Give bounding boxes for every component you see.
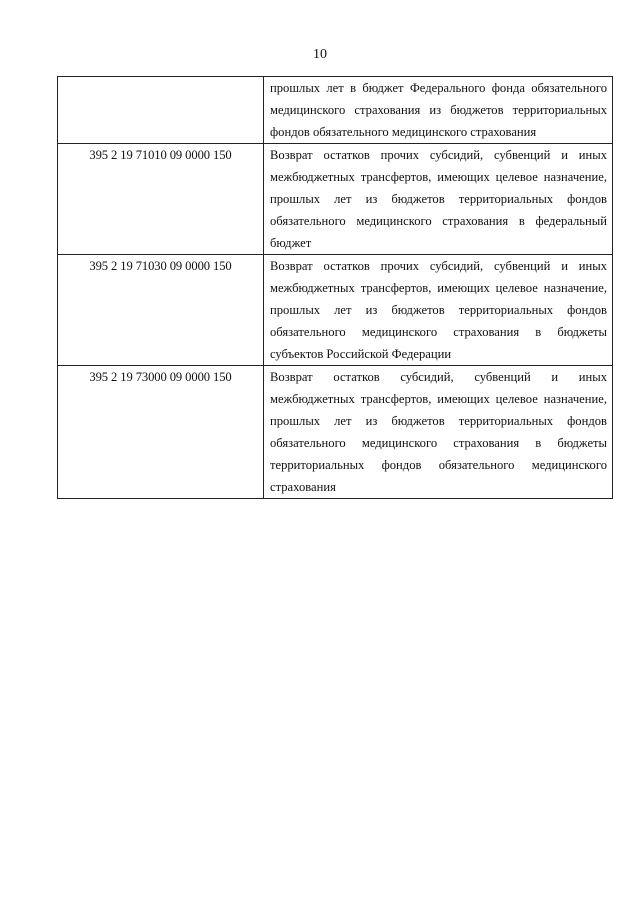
table-row xyxy=(58,144,613,255)
budget-code-cell: 395 2 19 71010 09 0000 150 xyxy=(58,144,264,255)
description-cell: Возврат остатков прочих субсидий, субвенций и иных межбюджетных трансфертов, имеющих целевое назначение, прошлых лет из бюджетов территориальных фондов обязательного медицинского страхования в бюджеты субъектов Российской Федерации xyxy=(264,255,613,366)
table-row xyxy=(58,255,613,366)
description-cell: прошлых лет в бюджет Федерального фонда обязательного медицинского страхования из бюджетов территориальных фондов обязательного медицинского страхования xyxy=(264,77,613,144)
page-number: 10 xyxy=(313,47,327,62)
table-row xyxy=(58,77,613,144)
budget-classification-table xyxy=(57,76,613,499)
budget-code-cell: 395 2 19 73000 09 0000 150 xyxy=(58,366,264,499)
description-cell: Возврат остатков субсидий, субвенций и иных межбюджетных трансфертов, имеющих целевое назначение, прошлых лет из бюджетов территориальных фондов обязательного медицинского страхования в бюджеты территориальных фондов обязательного медицинского страхования xyxy=(264,366,613,499)
budget-code-cell: 395 2 19 71030 09 0000 150 xyxy=(58,255,264,366)
table-row xyxy=(58,366,613,499)
budget-code-cell xyxy=(58,77,264,144)
description-cell: Возврат остатков прочих субсидий, субвенций и иных межбюджетных трансфертов, имеющих целевое назначение, прошлых лет из бюджетов территориальных фондов обязательного медицинского страхования в федеральный бюджет xyxy=(264,144,613,255)
